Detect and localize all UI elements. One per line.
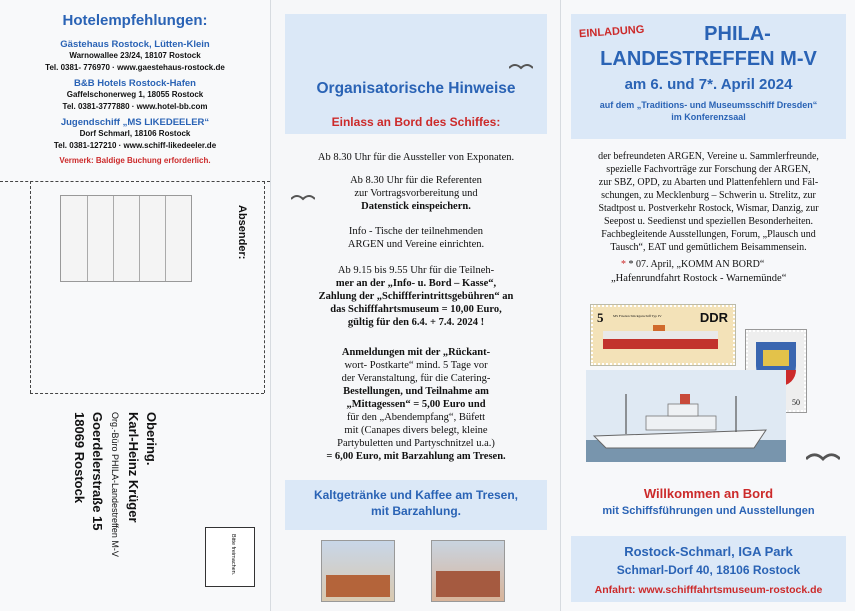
hotel-recommendations [0, 12, 270, 165]
entry-exhibitors [285, 151, 547, 164]
text-line: Datenstick einspeichern. [361, 201, 471, 212]
text-line: wort- Postkarte“ mind. 5 Tage vor [344, 360, 488, 371]
event-venue [571, 99, 846, 123]
text-line: „Mittagessen“ = 5,00 Euro und [346, 399, 486, 410]
text-line: Anmeldungen mit der „Rückant- [341, 347, 491, 358]
stamp-caption: MS Frieden Stückgutschiff Typ IV [613, 314, 662, 318]
drinks-note [285, 487, 547, 519]
text-line: spezielle Fachvorträge zur Forschung der ARGEN, [606, 164, 811, 175]
hotel-contact: Tel. 0381- 776970 · www.gaestehaus-rostock.de [45, 63, 225, 72]
welcome-title: Willkommen an Bord [643, 486, 774, 501]
hotel-entry [0, 78, 270, 113]
hotel-contact: Tel. 0381-127210 · www.schiff-likedeeler.de [53, 141, 217, 150]
text-line: Kaltgetränke und Kaffee am Tresen, [313, 488, 519, 502]
text-line: für den „Abendempfang“, Büfett [346, 412, 486, 423]
text-line: schungen, zu Mecklenburg – Schwerin u. Strelitz, zur [601, 190, 816, 201]
text-line: Partybuletten und Partyschnitzel u.a.) [337, 438, 495, 449]
address-line-1: Obering. [144, 412, 159, 466]
seagull-icon [509, 62, 533, 74]
entry-registration [285, 346, 547, 463]
hotel-address: Gaffelschonerweg 1, 18055 Rostock [66, 90, 204, 99]
middle-panel [270, 0, 560, 611]
ship-photo [586, 370, 786, 462]
address-line-4: Goerdelerstraße 15 [90, 412, 105, 531]
event-title [571, 22, 846, 72]
cut-line [30, 393, 264, 394]
text-line: Rostock-Schmarl, IGA Park [624, 544, 793, 559]
left-panel [0, 0, 270, 611]
location [571, 543, 846, 579]
text-line: gültig für den 6.4. + 7.4. 2024 ! [347, 317, 485, 328]
hotel-entry [0, 39, 270, 74]
welcome-subtitle: mit Schiffsführungen und Ausstellungen [602, 505, 815, 517]
address-line-3: Org.-Büro PHILA-Landestreffen M-V [110, 412, 120, 557]
seagull-icon [291, 193, 315, 205]
text-line: Seepost u. Seedienst und speziellen Besonderheiten. [603, 216, 814, 227]
text-line: zur SBZ, OPD, zu Abarten und Plattenfehlern und Fäl- [598, 177, 819, 188]
hotel-contact: Tel. 0381-3777880 · www.hotel-bb.com [62, 102, 208, 111]
text-line: der befreundeten ARGEN, Vereine u. Sammlerfreunde, [598, 151, 819, 162]
stamp-hint: Bitte freimachen. [230, 534, 236, 576]
cut-line [0, 181, 270, 182]
sender-form [60, 195, 192, 282]
ship-stamp [591, 305, 735, 365]
seagull-icon [806, 450, 840, 468]
hints-heading: Organisatorische Hinweise [316, 80, 516, 97]
address-line-5: 18069 Rostock [72, 412, 87, 504]
sender-label: Absender: [236, 205, 248, 260]
hints-subheading: Einlass an Bord des Schiffes: [331, 115, 501, 129]
text-line: das Schifffahrtsmuseum = 10,00 Euro, [330, 304, 502, 315]
directions-link[interactable]: Anfahrt: www.schifffahrtsmuseum-rostock.de [594, 584, 823, 596]
stamp-value: 5 [597, 310, 604, 325]
recipient-address [70, 412, 160, 557]
hotel-title: Hotelempfehlungen: [62, 12, 208, 29]
text-line: Stadtpost u. Postverkehr Rostock, Wismar, Danzig, zur [598, 203, 819, 214]
text-line: mit (Canapes divers belegt, kleine [344, 425, 488, 436]
hotel-name: Gästehaus Rostock, Lütten-Klein [60, 39, 210, 50]
text-line: Schmarl-Dorf 40, 18106 Rostock [616, 563, 801, 577]
hotel-address: Dorf Schmarl, 18106 Rostock [79, 129, 191, 138]
text-line: Ab 8.30 Uhr für die Referenten [350, 175, 482, 186]
text-line: auf dem „Traditions- und Museumsschiff Dresden“ [599, 100, 818, 110]
text-line: Info - Tische der teilnehmenden [348, 226, 484, 237]
entry-fee [285, 264, 547, 329]
text-line: ARGEN und Vereine einrichten. [347, 239, 485, 250]
stamp-country: DDR [699, 310, 728, 325]
stamp-box [205, 527, 255, 587]
text-line: = 6,00 Euro, mit Barzahlung am Tresen. [326, 451, 506, 462]
entry-info-tables [285, 225, 547, 251]
entry-speakers [285, 174, 547, 213]
title-line: PHILA- [704, 23, 771, 45]
text-line: Ab 8.30 Uhr für die Aussteller von Exponaten. [317, 152, 515, 163]
title-line: LANDESTREFFEN M-V [600, 48, 817, 70]
text-line: der Veranstaltung, für die Catering- [341, 373, 491, 384]
address-line-2: Karl-Heinz Krüger [126, 412, 141, 523]
text-line: mer an der „Info- u. Bord – Kasse“, [335, 278, 497, 289]
hotel-entry [0, 117, 270, 152]
cut-line [30, 181, 31, 393]
hotel-name: Jugendschiff „MS LIKEDEELER“ [60, 117, 210, 128]
hotel-address: Warnowallee 23/24, 18107 Rostock [69, 51, 201, 60]
text-line: zur Vortragsvorbereitung und [354, 188, 478, 199]
text-line: Bestellungen, und Teilnahme am [343, 386, 489, 397]
booking-note: Vermerk: Baldige Buchung erforderlich. [59, 156, 211, 165]
event-description [571, 150, 846, 254]
event-date: am 6. und 7*. April 2024 [624, 76, 793, 93]
stamp-image [431, 540, 505, 602]
text-line: Zahlung der „Schiffferintrittsgebühren“ an [318, 291, 514, 302]
invitation-label: EINLADUNG [578, 23, 645, 41]
text-line: „Hafenrundfahrt Rostock - Warnemünde“ [611, 273, 787, 284]
text-line: Fachbegleitende Ausstellungen, Forum, „Plausch und [601, 229, 816, 240]
text-line: im Konferenzsaal [671, 112, 746, 122]
text-line: mit Barzahlung. [370, 504, 461, 518]
text-line: Ab 9.15 bis 9.55 Uhr für die Teilneh- [337, 265, 495, 276]
cut-line [264, 181, 265, 393]
text-line: * 07. April, „KOMM AN BORD“ [628, 259, 765, 270]
stamp-image [321, 540, 395, 602]
hotel-name: B&B Hotels Rostock-Hafen [74, 78, 196, 89]
harbor-tour: * * 07. April, „KOMM AN BORD“ „Hafenrundfahrt Rostock - Warnemünde“ [571, 258, 846, 286]
text-line: Tausch“, EAT und gemütlichem Beisammensein. [610, 242, 807, 253]
arms-value: 50 [792, 398, 800, 407]
right-panel [560, 0, 855, 611]
